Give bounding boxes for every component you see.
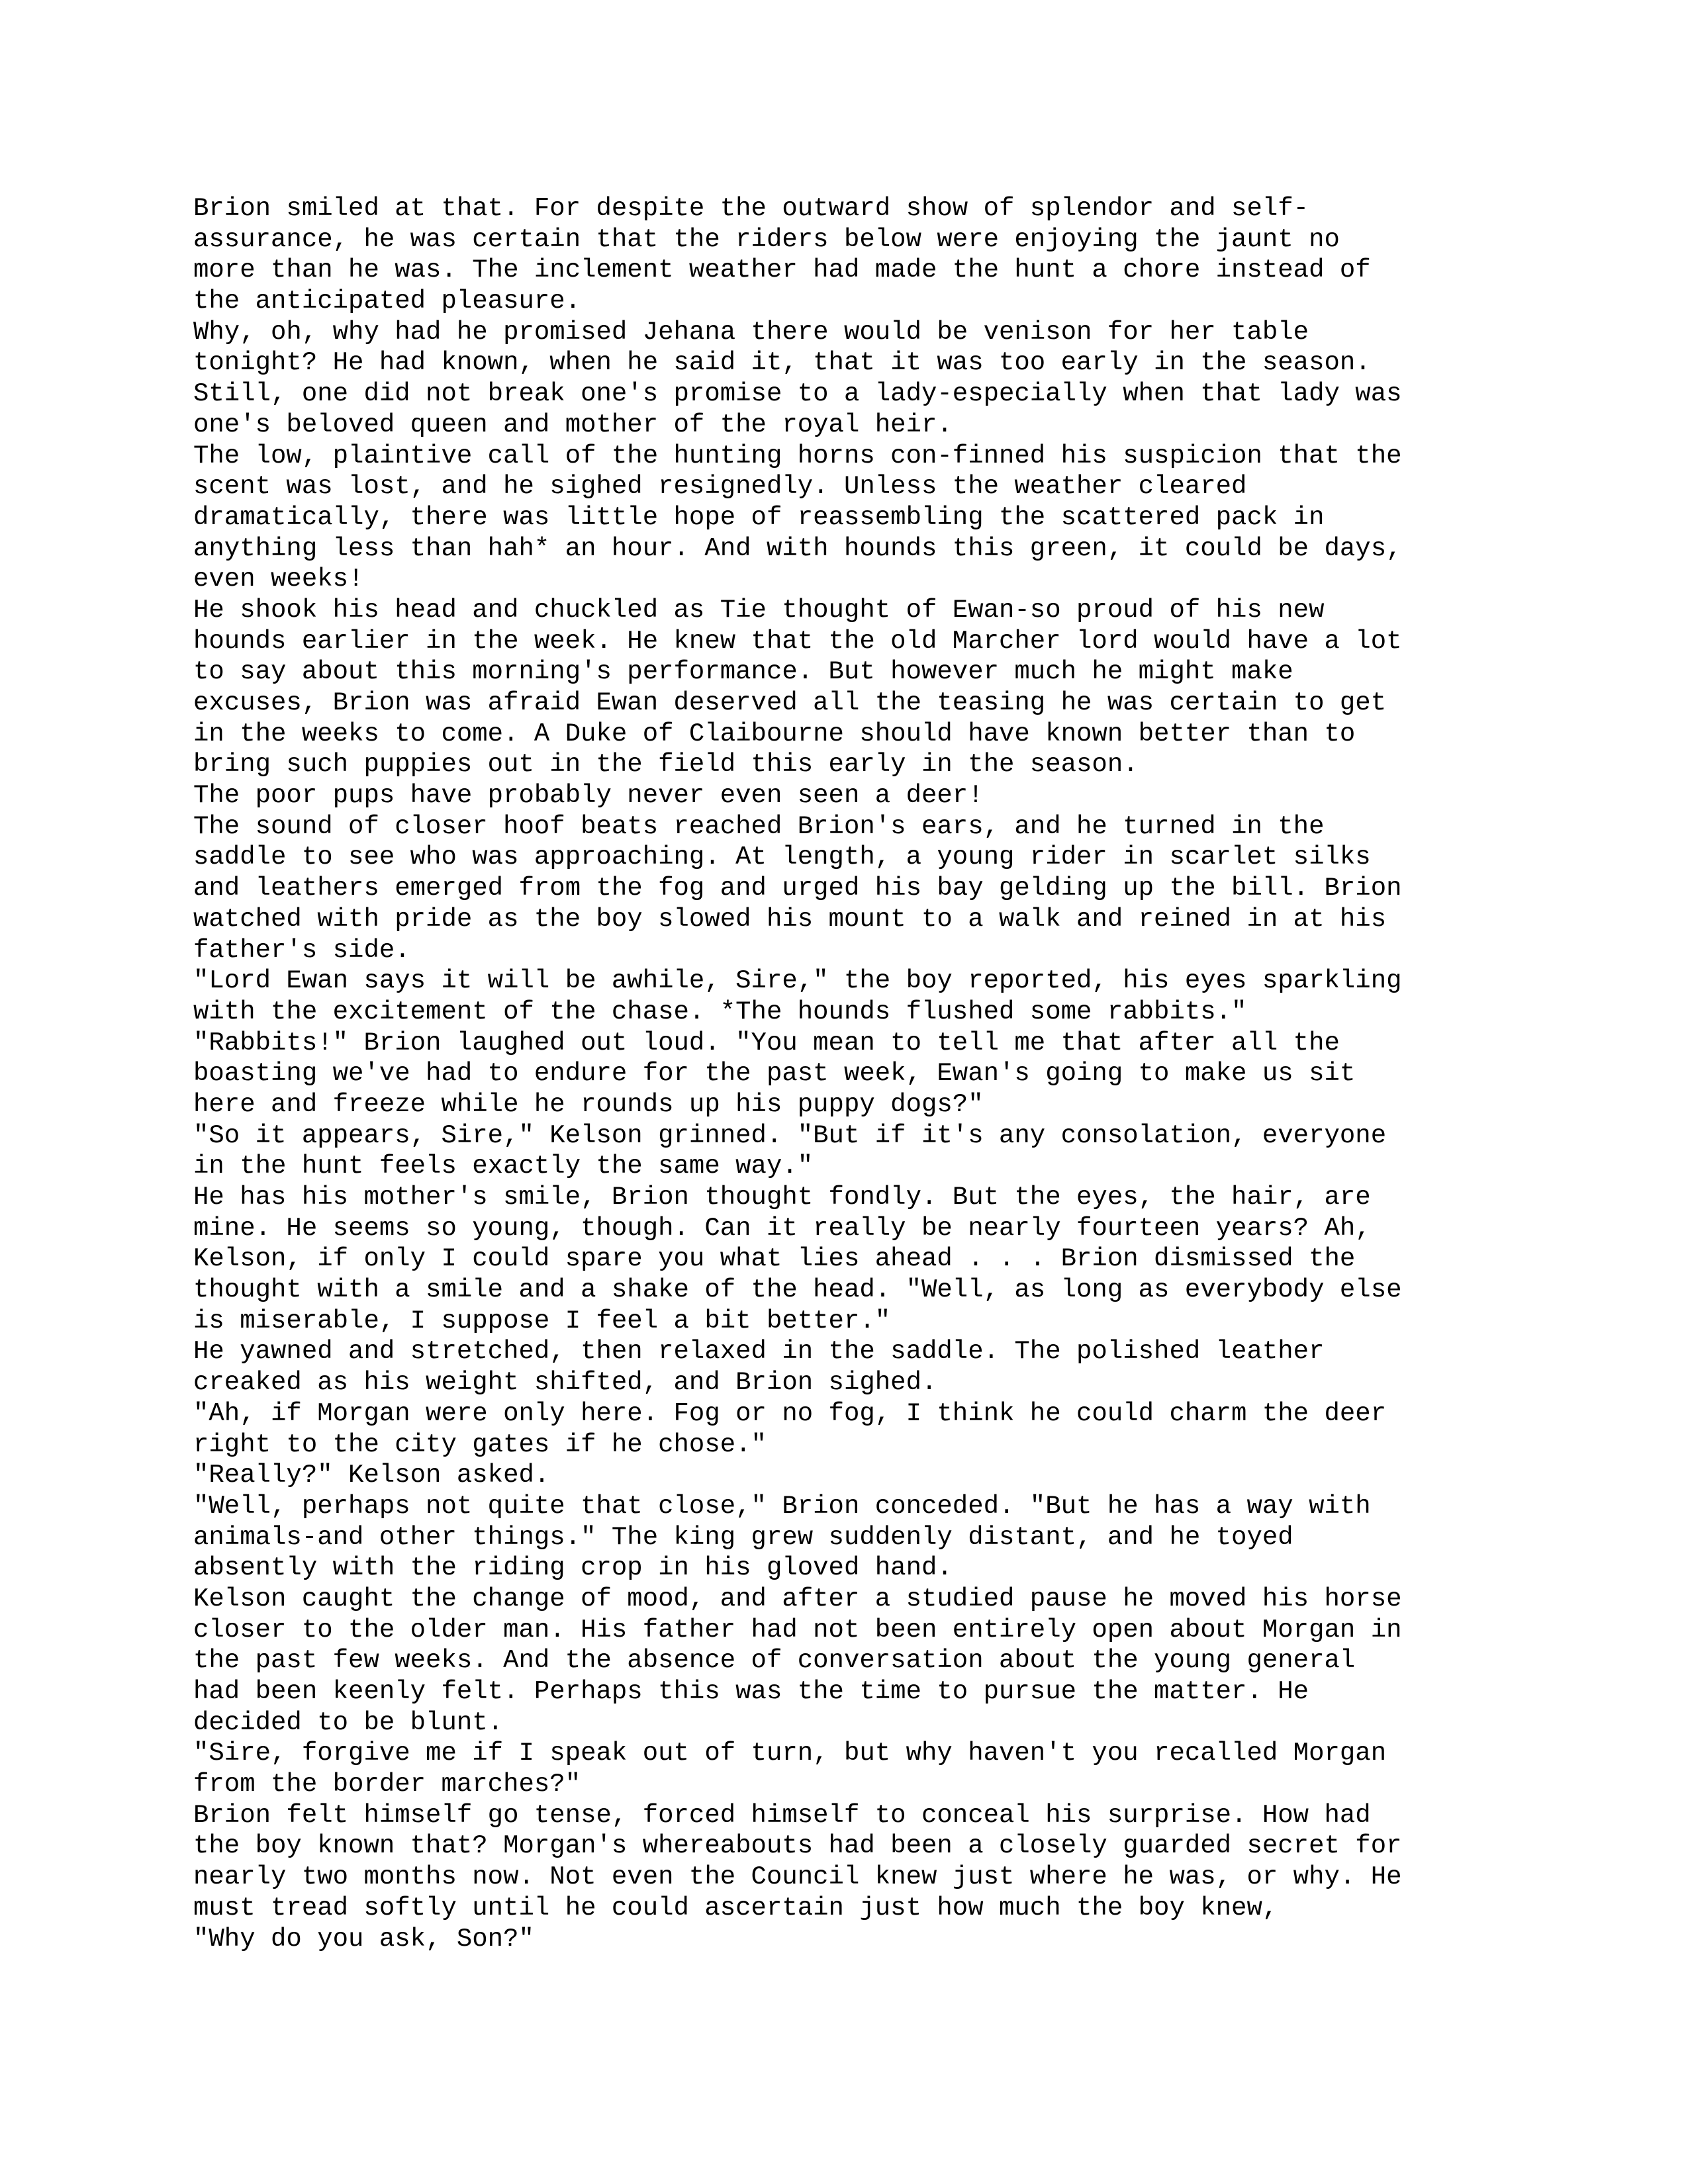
text-line: here and freeze while he rounds up his puppy dogs?": [193, 1089, 984, 1119]
text-line: The sound of closer hoof beats reached Brion's ears, and he turned in the: [193, 811, 1325, 841]
text-line: creaked as his weight shifted, and Brion sighed.: [193, 1368, 937, 1398]
text-line: the past few weeks. And the absence of conversation about the young general: [193, 1646, 1356, 1676]
text-line: He yawned and stretched, then relaxed in the saddle. The polished leather: [193, 1337, 1325, 1367]
text-line: assurance, he was certain that the riders below were enjoying the jaunt no: [193, 224, 1340, 254]
document-page: [193, 193, 1517, 1954]
text-line: "Why do you ask, Son?": [193, 1924, 534, 1954]
text-line: the anticipated pleasure.: [193, 287, 581, 316]
text-line: anything less than hah* an hour. And with hounds this green, it could be days,: [193, 533, 1402, 563]
text-line: He has his mother's smile, Brion thought fondly. But the eyes, the hair, are: [193, 1183, 1371, 1212]
text-line: closer to the older man. His father had not been entirely open about Morgan in: [193, 1615, 1402, 1645]
text-line: "So it appears, Sire," Kelson grinned. "But if it's any consolation, everyone: [193, 1120, 1387, 1150]
text-line: Kelson caught the change of mood, and after a studied pause he moved his horse: [193, 1584, 1402, 1614]
text-line: father's side.: [193, 935, 410, 965]
text-line: "Sire, forgive me if I speak out of turn, but why haven't you recalled Morgan: [193, 1739, 1387, 1768]
text-line: "Ah, if Morgan were only here. Fog or no fog, I think he could charm the deer: [193, 1398, 1387, 1428]
text-line: the boy known that? Morgan's whereabouts had been a closely guarded secret for: [193, 1831, 1402, 1861]
text-line: with the excitement of the chase. *The hounds flushed some rabbits.": [193, 997, 1247, 1026]
text-line: scent was lost, and he sighed resignedly. Unless the weather cleared: [193, 472, 1247, 502]
text-line: and leathers emerged from the fog and urged his bay gelding up the bill. Brion: [193, 874, 1402, 903]
text-line: "Well, perhaps not quite that close," Brion conceded. "But he has a way with: [193, 1491, 1371, 1521]
text-line: hounds earlier in the week. He knew that the old Marcher lord would have a lot: [193, 626, 1402, 656]
text-line: one's beloved queen and mother of the royal heir.: [193, 410, 953, 439]
text-line: saddle to see who was approaching. At length, a young rider in scarlet silks: [193, 842, 1371, 872]
text-line: right to the city gates if he chose.": [193, 1430, 767, 1459]
text-line: watched with pride as the boy slowed his mount to a walk and reined in at his: [193, 904, 1387, 934]
text-line: from the border marches?": [193, 1770, 581, 1799]
text-line: to say about this morning's performance. But however much he might make: [193, 657, 1293, 687]
text-line: tonight? He had known, when he said it, that it was too early in the season.: [193, 348, 1371, 378]
text-line: dramatically, there was little hope of reassembling the scattered pack in: [193, 502, 1325, 532]
text-line: thought with a smile and a shake of the head. "Well, as long as everybody else: [193, 1275, 1402, 1305]
text-line: Why, oh, why had he promised Jehana there would be venison for her table: [193, 317, 1309, 347]
text-line: He shook his head and chuckled as Tie thought of Ewan-so proud of his new: [193, 595, 1325, 625]
text-line: must tread softly until he could ascertain just how much the boy knew,: [193, 1893, 1278, 1923]
text-line: Brion felt himself go tense, forced himself to conceal his surprise. How had: [193, 1800, 1371, 1830]
text-line: animals-and other things." The king grew suddenly distant, and he toyed: [193, 1522, 1293, 1552]
text-line: bring such puppies out in the field this early in the season.: [193, 750, 1139, 780]
text-line: is miserable, I suppose I feel a bit better.": [193, 1306, 891, 1336]
text-line: even weeks!: [193, 565, 364, 594]
text-line: "Rabbits!" Brion laughed out loud. "You mean to tell me that after all the: [193, 1028, 1340, 1058]
text-line: "Lord Ewan says it will be awhile, Sire," the boy reported, his eyes sparkling: [193, 966, 1402, 996]
text-line: Kelson, if only I could spare you what lies ahead . . . Brion dismissed the: [193, 1244, 1356, 1274]
text-line: excuses, Brion was afraid Ewan deserved all the teasing he was certain to get: [193, 688, 1387, 717]
text-line: "Really?" Kelson asked.: [193, 1461, 550, 1490]
text-line: had been keenly felt. Perhaps this was the time to pursue the matter. He: [193, 1677, 1309, 1706]
text-line: mine. He seems so young, though. Can it really be nearly fourteen years? Ah,: [193, 1213, 1371, 1243]
text-line: more than he was. The inclement weather had made the hunt a chore instead of: [193, 255, 1371, 285]
text-line: decided to be blunt.: [193, 1707, 504, 1737]
text-line: in the hunt feels exactly the same way.": [193, 1152, 814, 1181]
text-line: The low, plaintive call of the hunting horns con-finned his suspicion that the: [193, 441, 1402, 471]
text-line: Still, one did not break one's promise to a lady-especially when that lady was: [193, 379, 1402, 409]
text-line: absently with the riding crop in his gloved hand.: [193, 1553, 953, 1583]
text-line: The poor pups have probably never even seen a deer!: [193, 781, 984, 811]
text-line: Brion smiled at that. For despite the outward show of splendor and self-: [193, 194, 1309, 223]
text-line: in the weeks to come. A Duke of Claibourne should have known better than to: [193, 719, 1356, 749]
text-line: nearly two months now. Not even the Council knew just where he was, or why. He: [193, 1862, 1402, 1892]
text-line: boasting we've had to endure for the past week, Ewan's going to make us sit: [193, 1059, 1356, 1089]
